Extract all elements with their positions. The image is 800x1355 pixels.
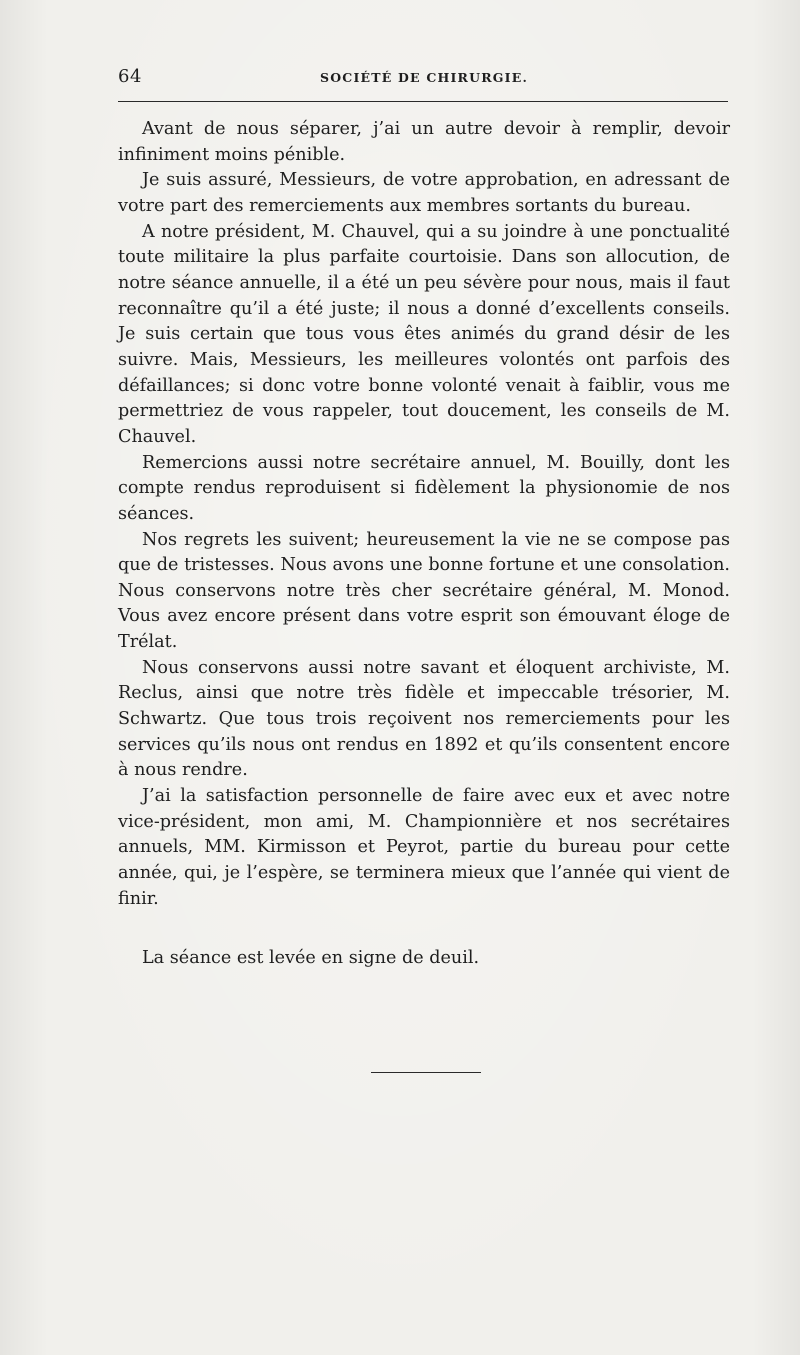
running-title: SOCIÉTÉ DE CHIRURGIE.: [319, 70, 529, 85]
paragraph: Je suis assuré, Messieurs, de votre approbation, en adressant de votre part des remerciements aux membres sortants du bureau.: [118, 170, 730, 216]
paragraph: Avant de nous séparer, j’ai un autre devoir à remplir, devoir infiniment moins pénible.: [118, 119, 730, 165]
page-number: 64: [118, 66, 142, 87]
closing-line: La séance est levée en signe de deuil.: [142, 948, 480, 968]
end-rule: [371, 1072, 481, 1073]
header-rule: [118, 101, 728, 102]
body-text: [118, 117, 730, 912]
paragraph: A notre président, M. Chauvel, qui a su joindre à une ponctualité toute militaire la plus parfaite courtoisie. Dans son allocution, de notre séance annuelle, il a été un peu sévère pour nous, mais il faut reconnaître qu’il a été juste; il nous a donné d’excellents conseils. Je suis certain que tous vous êtes animés du grand désir de les suivre. Mais, Messieurs, les meilleures volontés ont parfois des défaillances; si donc votre bonne volonté venait à faiblir, vous me permettriez de vous rappeler, tout doucement, les conseils de M. Chauvel.: [118, 221, 730, 447]
paragraph: Nos regrets les suivent; heureusement la vie ne se compose pas que de tristesses. Nous avons une bonne fortune et une consolation. Nous conservons notre très cher secrétaire général, M. Monod. Vous avez encore présent dans votre esprit son émouvant éloge de Trélat.: [118, 529, 730, 653]
running-header: [118, 64, 730, 92]
paragraph: Nous conservons aussi notre savant et éloquent archiviste, M. Reclus, ainsi que notre très fidèle et impeccable trésorier, M. Schwartz. Que tous trois reçoivent nos remerciements pour les services qu’ils nous ont rendus en 1892 et qu’ils consentent encore à nous rendre.: [118, 657, 730, 781]
paragraph: J’ai la satisfaction personnelle de faire avec eux et avec notre vice-président, mon ami, M. Championnière et nos secrétaires annuels, MM. Kirmisson et Peyrot, partie du bureau pour cette année, qui, je l’espère, se terminera mieux que l’année qui vient de finir.: [118, 786, 730, 909]
paragraph: Remercions aussi notre secrétaire annuel, M. Bouilly, dont les compte rendus reproduisent si fidèlement la physionomie de nos séances.: [118, 452, 730, 524]
